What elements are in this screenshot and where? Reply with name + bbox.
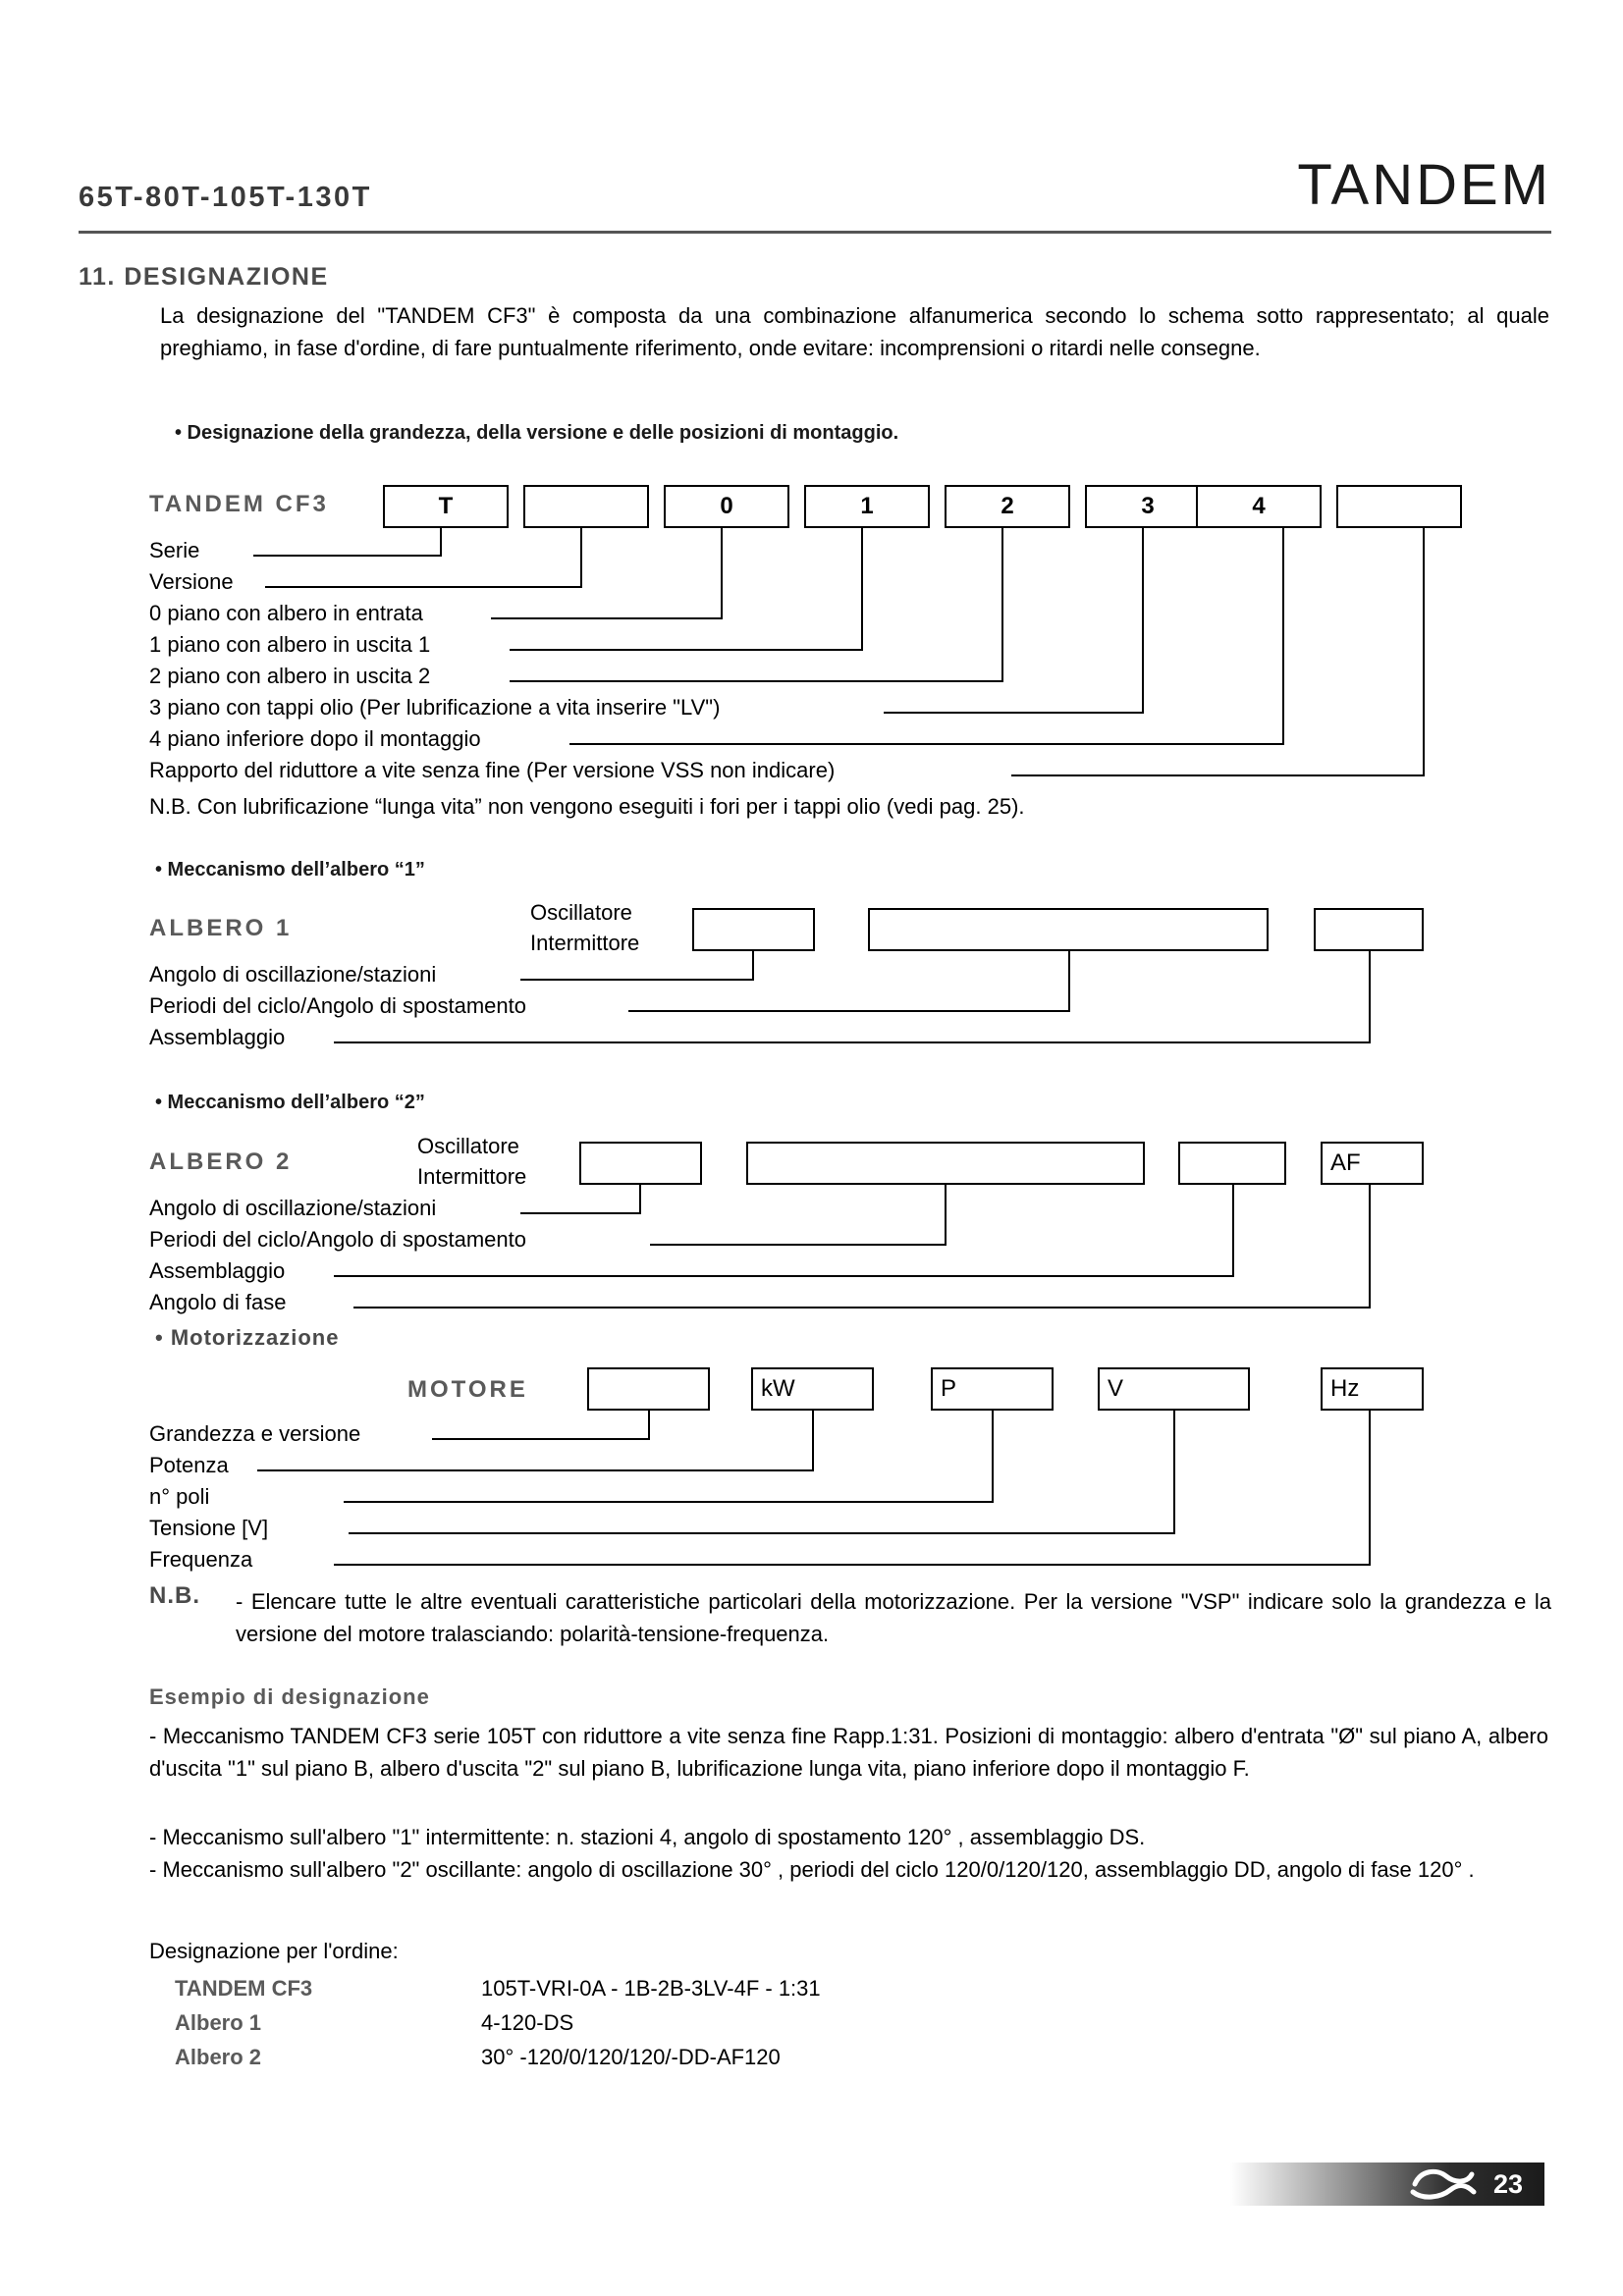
block3-line-0-v: [639, 1185, 641, 1214]
block3-box-1[interactable]: [746, 1142, 1145, 1185]
order-row-2-value: 30° -120/0/120/120/-DD-AF120: [481, 2045, 781, 2069]
block1-line-2-v: [721, 528, 723, 619]
block1-legend-1: Versione: [149, 569, 234, 594]
block3-legend-3: Angolo di fase: [149, 1290, 287, 1314]
block2-line-2-v: [1369, 951, 1371, 1043]
block1-line-0-h: [253, 555, 440, 557]
block1-line-2-h: [491, 617, 721, 619]
block1-box-2[interactable]: 0: [664, 485, 789, 528]
block3-line-1-v: [945, 1185, 947, 1246]
block4-line-3-h: [349, 1532, 1173, 1534]
order-title: Designazione per l'ordine:: [149, 1939, 399, 1963]
block2-bullet: • Meccanismo dell’albero “1”: [155, 859, 425, 881]
block1-note: N.B. Con lubrificazione “lunga vita” non vengono eseguiti i fori per i tappi olio (vedi pag. 25).: [149, 794, 1025, 819]
example-item-0: - Meccanismo TANDEM CF3 serie 105T con riduttore a vite senza fine Rapp.1:31. Posizioni di montaggio: albero d'entrata "Ø" sul piano A, albero d'uscita "1" sul piano B, albero d'uscita "2" sul piano B, lubrificazione lunga vita, piano inferiore dopo il montaggio F.: [149, 1724, 1548, 1781]
block1-line-6-h: [569, 743, 1282, 745]
block2-legend-0: Angolo di oscillazione/stazioni: [149, 962, 437, 987]
block3-bullet: • Meccanismo dell’albero “2”: [155, 1092, 425, 1113]
block3-box-2[interactable]: [1178, 1142, 1286, 1185]
block2-box-1[interactable]: [868, 908, 1269, 951]
block2-line-1-h: [628, 1010, 1068, 1012]
block4-line-0-h: [432, 1438, 648, 1440]
block3-line-3-h: [353, 1307, 1369, 1308]
block1-line-3-h: [510, 649, 861, 651]
block3-line-3-v: [1369, 1185, 1371, 1308]
block1-bullet: • Designazione della grandezza, della versione e delle posizioni di montaggio.: [175, 422, 899, 444]
block2-line-0-h: [520, 979, 752, 981]
block2-legend-1: Periodi del ciclo/Angolo di spostamento: [149, 993, 527, 1018]
block2-line-0-v: [752, 951, 754, 981]
block3-caption-intermittore: Intermittore: [417, 1164, 527, 1189]
block4-legend-2: n° poli: [149, 1484, 210, 1509]
block4-line-1-v: [812, 1411, 814, 1471]
block1-box-3[interactable]: 1: [804, 485, 930, 528]
example-heading: Esempio di designazione: [149, 1684, 430, 1709]
block3-box-3[interactable]: AF: [1321, 1142, 1424, 1185]
block1-title: TANDEM CF3: [149, 491, 329, 517]
header-models: 65T-80T-105T-130T: [79, 182, 372, 213]
footer-bar: [1230, 2163, 1544, 2206]
block3-title: ALBERO 2: [149, 1148, 293, 1175]
block1-line-6-v: [1282, 528, 1284, 745]
block4-box-3[interactable]: V: [1098, 1367, 1250, 1411]
block2-line-2-h: [334, 1041, 1369, 1043]
block1-legend-2: 0 piano con albero in entrata: [149, 601, 423, 625]
block1-line-1-v: [580, 528, 582, 588]
block1-legend-5: 3 piano con tappi olio (Per lubrificazione a vita inserire "LV"): [149, 695, 721, 720]
block4-box-4[interactable]: Hz: [1321, 1367, 1424, 1411]
block1-legend-7: Rapporto del riduttore a vite senza fine (Per versione VSS non indicare): [149, 758, 836, 782]
section-title: 11. DESIGNAZIONE: [79, 263, 329, 291]
block1-box-1[interactable]: [523, 485, 649, 528]
block3-legend-1: Periodi del ciclo/Angolo di spostamento: [149, 1227, 527, 1252]
block2-caption-oscillatore: Oscillatore: [530, 900, 632, 925]
block1-box-7[interactable]: [1336, 485, 1462, 528]
block4-legend-4: Frequenza: [149, 1547, 253, 1572]
block3-line-0-h: [520, 1212, 639, 1214]
block4-bullet: • Motorizzazione: [155, 1325, 340, 1350]
block4-line-4-v: [1369, 1411, 1371, 1566]
nb-text: - Elencare tutte le altre eventuali caratteristiche particolari della motorizzazione. Per la versione "VSP" indicare solo la grandezza e la versione del motore tralasciando: polarità-tensione-frequenza.: [236, 1589, 1551, 1646]
block3-legend-0: Angolo di oscillazione/stazioni: [149, 1196, 437, 1220]
block1-line-7-h: [1011, 774, 1423, 776]
block2-line-1-v: [1068, 951, 1070, 1012]
block3-line-2-v: [1232, 1185, 1234, 1277]
block4-legend-0: Grandezza e versione: [149, 1421, 361, 1446]
block2-box-0[interactable]: [692, 908, 815, 951]
nb-label: N.B.: [149, 1582, 200, 1609]
block4-line-2-h: [344, 1501, 992, 1503]
block4-box-2[interactable]: P: [931, 1367, 1054, 1411]
block3-caption-oscillatore: Oscillatore: [417, 1134, 519, 1158]
block3-legend-2: Assemblaggio: [149, 1258, 286, 1283]
block4-line-2-v: [992, 1411, 994, 1503]
block1-box-5[interactable]: 3: [1085, 485, 1211, 528]
block1-line-4-v: [1001, 528, 1003, 682]
block2-legend-2: Assemblaggio: [149, 1025, 286, 1049]
section-intro: La designazione del "TANDEM CF3" è composta da una combinazione alfanumerica secondo lo schema sotto rappresentato; al quale preghiamo, in fase d'ordine, di fare puntualmente riferimento, onde evitare: incomprensioni o ritardi nelle consegne.: [160, 303, 1549, 360]
block4-line-0-v: [648, 1411, 650, 1440]
block1-legend-6: 4 piano inferiore dopo il montaggio: [149, 726, 481, 751]
header-divider: [79, 231, 1551, 234]
block4-box-1[interactable]: kW: [751, 1367, 874, 1411]
block1-line-0-v: [440, 528, 442, 557]
block1-line-3-v: [861, 528, 863, 651]
block4-title: MOTORE: [407, 1376, 528, 1403]
order-row-0-value: 105T-VRI-0A - 1B-2B-3LV-4F - 1:31: [481, 1976, 821, 2001]
block1-legend-0: Serie: [149, 538, 200, 562]
block3-line-2-h: [334, 1275, 1232, 1277]
block2-box-2[interactable]: [1314, 908, 1424, 951]
block4-line-1-h: [257, 1469, 812, 1471]
block1-line-7-v: [1423, 528, 1425, 776]
block1-legend-4: 2 piano con albero in uscita 2: [149, 664, 431, 688]
example-item-2: - Meccanismo sull'albero "2" oscillante: angolo di oscillazione 30° , periodi del ciclo 120/0/120/120, assemblaggio DD, angolo di fase 120° .: [149, 1857, 1475, 1882]
block1-legend-3: 1 piano con albero in uscita 1: [149, 632, 431, 657]
order-row-0-label: TANDEM CF3: [175, 1976, 313, 2001]
page-header: [79, 153, 1551, 217]
block1-line-4-h: [510, 680, 1001, 682]
block1-line-5-v: [1142, 528, 1144, 714]
block3-line-1-h: [650, 1244, 945, 1246]
block4-legend-3: Tensione [V]: [149, 1516, 269, 1540]
order-row-1-label: Albero 1: [175, 2010, 262, 2035]
block1-box-4[interactable]: 2: [945, 485, 1070, 528]
block4-box-0[interactable]: [587, 1367, 710, 1411]
block4-line-3-v: [1173, 1411, 1175, 1534]
block1-line-1-h: [265, 586, 580, 588]
example-item-1: - Meccanismo sull'albero "1" intermittente: n. stazioni 4, angolo di spostamento 120° , assemblaggio DS.: [149, 1825, 1146, 1849]
block3-box-0[interactable]: [579, 1142, 702, 1185]
block2-caption-intermittore: Intermittore: [530, 931, 640, 955]
block1-box-0[interactable]: T: [383, 485, 509, 528]
order-row-2-label: Albero 2: [175, 2045, 262, 2069]
footer-page-number: 23: [1492, 2168, 1523, 2199]
block1-box-6[interactable]: 4: [1196, 485, 1322, 528]
block2-title: ALBERO 1: [149, 915, 293, 941]
block4-legend-1: Potenza: [149, 1453, 229, 1477]
company-logo-icon: [1407, 2164, 1478, 2202]
header-brand: TANDEM: [1297, 153, 1551, 217]
block1-line-5-h: [884, 712, 1142, 714]
order-row-1-value: 4-120-DS: [481, 2010, 574, 2035]
block4-line-4-h: [334, 1564, 1369, 1566]
